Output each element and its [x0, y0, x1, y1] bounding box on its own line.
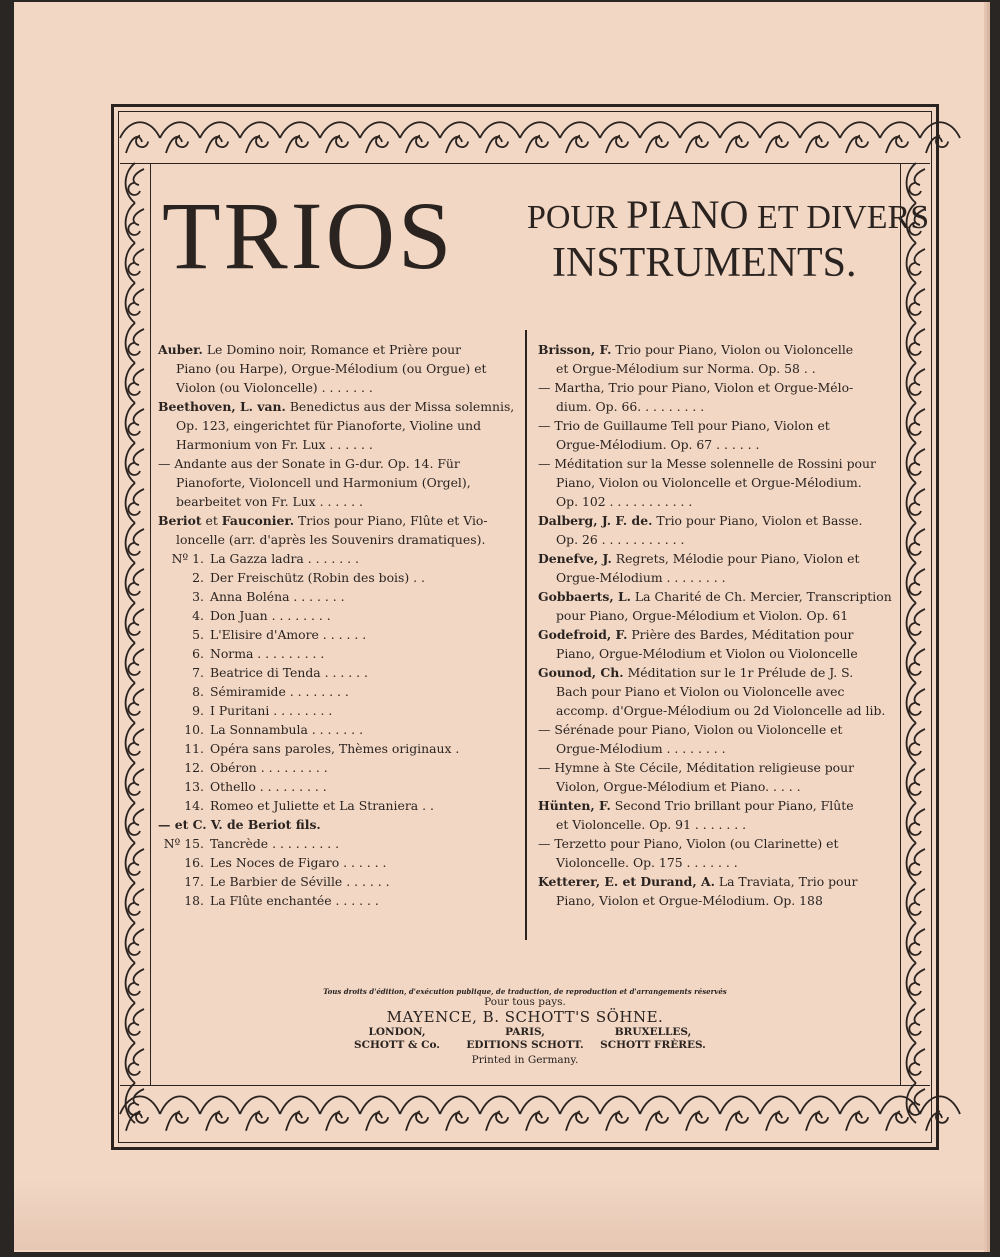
title-pour: POUR	[527, 199, 627, 236]
entry-text: Harmonium von Fr. Lux . . . . . .	[176, 437, 373, 452]
scroll-ornament	[560, 122, 600, 153]
item-title: Der Freischütz (Robin des bois) . .	[210, 570, 425, 585]
item-number: 6.	[192, 646, 204, 661]
entry-text: La Charité de Ch. Mercier, Transcription	[634, 589, 892, 604]
scroll-ornament	[320, 1096, 360, 1130]
left-column	[158, 340, 515, 910]
scroll-ornament	[126, 883, 144, 923]
item-title: Obéron . . . . . . . . .	[210, 760, 328, 775]
scroll-ornament	[560, 1096, 600, 1130]
entry-brisson	[538, 340, 860, 378]
composer-name: Denefve, J.	[538, 551, 612, 566]
scroll-ornament	[126, 643, 144, 683]
item-title: Opéra sans paroles, Thèmes originaux .	[210, 741, 460, 756]
title-instruments: INSTRUMENTS.	[552, 240, 857, 286]
entry-text: — Martha, Trio pour Piano, Violon et Orgue-Mélo-	[538, 380, 854, 395]
item-number: 13.	[184, 779, 204, 794]
scroll-ornament	[720, 122, 760, 153]
entry-text: bearbeitet von Fr. Lux . . . . . .	[176, 494, 363, 509]
list-item	[158, 891, 478, 910]
entry-text: — Sérénade pour Piano, Violon ou Violoncelle et	[538, 722, 843, 737]
scroll-ornament	[126, 683, 144, 723]
composer-name: Dalberg, J. F. de.	[538, 513, 653, 528]
scroll-ornament	[907, 643, 925, 683]
entry-andante	[158, 454, 478, 511]
entry-text: dium. Op. 66. . . . . . . . .	[556, 399, 705, 414]
entry-text: Piano, Violon ou Violoncelle et Orgue-Mélodium.	[556, 475, 862, 490]
list-item	[158, 663, 478, 682]
scroll-ornament	[126, 1043, 144, 1083]
scroll-ornament	[907, 563, 925, 603]
list-item	[158, 834, 478, 853]
entry-text: — Terzetto pour Piano, Violon (ou Clarinette) et	[538, 836, 839, 851]
entry-text: Piano, Orgue-Mélodium et Violon ou Violoncelle	[556, 646, 858, 661]
entry-text: accomp. d'Orgue-Mélodium ou 2d Violoncelle ad lib.	[556, 703, 886, 718]
scroll-ornament	[280, 122, 320, 153]
scroll-ornament	[126, 483, 144, 523]
scroll-ornament	[907, 803, 925, 843]
list-item	[158, 644, 478, 663]
scroll-ornament	[907, 323, 925, 363]
scroll-ornament	[907, 683, 925, 723]
composer-name: Brisson, F.	[538, 342, 612, 357]
scroll-ornament	[907, 483, 925, 523]
scroll-ornament	[126, 203, 144, 243]
scroll-ornament	[126, 763, 144, 803]
item-title: Le Barbier de Séville . . . . . .	[210, 874, 390, 889]
entry-beriot	[158, 511, 488, 549]
scroll-ornament	[126, 803, 144, 843]
title-subtitle-line1	[527, 192, 930, 237]
column-divider	[525, 330, 527, 940]
scroll-ornament	[126, 603, 144, 643]
list-item	[158, 625, 478, 644]
entry-ketterer	[538, 872, 860, 910]
entry-text: Prière des Bardes, Méditation pour	[631, 627, 854, 642]
scroll-ornament	[400, 122, 440, 153]
scroll-ornament	[640, 1096, 680, 1130]
list-item	[158, 796, 478, 815]
scroll-ornament	[800, 1096, 840, 1130]
item-number: 2.	[192, 570, 204, 585]
scroll-ornament	[440, 122, 480, 153]
entry-dalberg	[538, 511, 863, 549]
right-column	[538, 340, 892, 910]
scroll-ornament	[126, 563, 144, 603]
item-title: Anna Boléna . . . . . . .	[210, 589, 345, 604]
scroll-ornament	[520, 1096, 560, 1130]
scroll-ornament	[126, 243, 144, 283]
scroll-ornament	[907, 403, 925, 443]
item-number: 14.	[184, 798, 204, 813]
item-title: Romeo et Juliette et La Straniera . .	[210, 798, 434, 813]
entry-text: Orgue-Mélodium . . . . . . . .	[556, 570, 726, 585]
scroll-ornament	[907, 963, 925, 1003]
item-number: 18.	[184, 893, 204, 908]
scroll-ornament	[126, 283, 144, 323]
composer-name: Beriot	[158, 513, 202, 528]
entry-auber	[158, 340, 487, 397]
entry-text: Piano (ou Harpe), Orgue-Mélodium (ou Orgue) et	[176, 361, 487, 376]
item-number: 17.	[184, 874, 204, 889]
composer-name: — et C. V. de Beriot fils.	[158, 817, 321, 832]
scroll-ornament	[120, 122, 160, 153]
item-number: 10.	[184, 722, 204, 737]
composer-name: Gounod, Ch.	[538, 665, 624, 680]
scroll-ornament	[600, 122, 640, 153]
entry-text: Méditation sur le 1r Prélude de J. S.	[627, 665, 854, 680]
scroll-ornament	[907, 363, 925, 403]
city-bruxelles: BRUXELLES,	[614, 1026, 692, 1038]
item-title: Norma . . . . . . . . .	[210, 646, 325, 661]
scroll-ornament	[907, 1043, 925, 1083]
item-title: Les Noces de Figaro . . . . . .	[210, 855, 387, 870]
scroll-ornament	[680, 1096, 720, 1130]
entry-text: Orgue-Mélodium. Op. 67 . . . . . .	[556, 437, 760, 452]
scroll-ornament	[907, 443, 925, 483]
scroll-ornament	[240, 1096, 280, 1130]
list-item	[158, 682, 478, 701]
paper-bottom-edge	[14, 1180, 984, 1250]
entry-hymne	[538, 758, 860, 796]
scroll-ornament	[126, 403, 144, 443]
publisher-name: MAYENCE, B. SCHOTT'S SÖHNE.	[386, 1008, 664, 1026]
scroll-ornament	[760, 1096, 800, 1130]
list-item	[158, 872, 478, 891]
scroll-ornament	[907, 763, 925, 803]
item-number: 9.	[192, 703, 204, 718]
item-number: 16.	[184, 855, 204, 870]
entry-text: Trio pour Piano, Violon ou Violoncelle	[615, 342, 854, 357]
entry-text: Bach pour Piano et Violon ou Violoncelle avec	[556, 684, 845, 699]
item-number: 4.	[192, 608, 204, 623]
list-item	[158, 777, 478, 796]
composer-name: Auber.	[158, 342, 203, 357]
item-title: I Puritani . . . . . . . .	[210, 703, 333, 718]
item-number: 3.	[192, 589, 204, 604]
scroll-ornament	[907, 1003, 925, 1043]
entry-denefve	[538, 549, 860, 587]
entry-text: Trio pour Piano, Violon et Basse.	[656, 513, 863, 528]
scroll-ornament	[126, 843, 144, 883]
scroll-ornament	[360, 122, 400, 153]
entry-tell	[538, 416, 860, 454]
scroll-ornament	[480, 122, 520, 153]
scroll-ornament	[907, 723, 925, 763]
entry-text: — Andante aus der Sonate in G-dur. Op. 14. Für	[158, 456, 460, 471]
composer-name: Beethoven, L. van.	[158, 399, 286, 414]
top-ornament-band	[120, 113, 930, 164]
entry-text: — Hymne à Ste Cécile, Méditation religieuse pour	[538, 760, 855, 775]
item-title: Don Juan . . . . . . . .	[210, 608, 331, 623]
list-item	[158, 549, 478, 568]
scroll-ornament	[907, 603, 925, 643]
entry-text: Violoncelle. Op. 175 . . . . . . .	[556, 855, 738, 870]
entry-text: et	[201, 513, 222, 528]
entry-text: Op. 123, eingerichtet für Pianoforte, Violine und	[176, 418, 482, 433]
list-item	[158, 568, 478, 587]
entry-gounod	[538, 663, 886, 720]
item-title: Beatrice di Tenda . . . . . .	[210, 665, 368, 680]
entry-text: Violon, Orgue-Mélodium et Piano. . . . .	[556, 779, 801, 794]
list-item	[158, 853, 478, 872]
city-london: LONDON,	[368, 1026, 426, 1038]
list-item	[158, 587, 478, 606]
entry-text: Piano, Violon et Orgue-Mélodium. Op. 188	[556, 893, 823, 908]
house-london: SCHOTT & Co.	[354, 1039, 440, 1051]
scroll-ornament	[907, 283, 925, 323]
house-bruxelles: SCHOTT FRÈRES.	[600, 1039, 706, 1051]
scroll-ornament	[907, 523, 925, 563]
scroll-ornament	[160, 1096, 200, 1130]
scroll-ornament	[907, 883, 925, 923]
entry-text: Benedictus aus der Missa solemnis,	[289, 399, 515, 414]
entry-text: Le Domino noir, Romance et Prière pour	[206, 342, 462, 357]
entry-text: et Orgue-Mélodium sur Norma. Op. 58 . .	[556, 361, 816, 376]
item-title: Othello . . . . . . . . .	[210, 779, 327, 794]
composer-name: Ketterer, E. et Durand, A.	[538, 874, 715, 889]
scroll-ornament	[126, 923, 144, 963]
numbered-list-2	[158, 834, 478, 910]
bottom-ornament-band	[120, 1085, 930, 1142]
item-title: L'Elisire d'Amore . . . . . .	[210, 627, 367, 642]
entry-text: Second Trio brillant pour Piano, Flûte	[614, 798, 854, 813]
scroll-ornament	[520, 122, 560, 153]
scroll-ornament	[907, 843, 925, 883]
entry-terzetto	[538, 834, 860, 872]
entry-gobbaerts	[538, 587, 892, 625]
numbered-list	[158, 549, 478, 815]
publisher-houses	[150, 1039, 900, 1051]
scroll-ornament	[240, 122, 280, 153]
title-piano: PIANO	[626, 192, 749, 237]
publisher-cities	[150, 1026, 900, 1038]
scroll-ornament	[600, 1096, 640, 1130]
scroll-ornament	[840, 122, 880, 153]
scroll-ornament	[360, 1096, 400, 1130]
list-item	[158, 758, 478, 777]
scroll-ornament	[280, 1096, 320, 1130]
scroll-ornament	[480, 1096, 520, 1130]
entry-godefroid	[538, 625, 860, 663]
entry-text: La Traviata, Trio pour	[718, 874, 858, 889]
entry-meditation	[538, 454, 876, 511]
all-countries-note: Pour tous pays.	[484, 996, 566, 1008]
entry-hunten	[538, 796, 860, 834]
entry-text: Op. 102 . . . . . . . . . . .	[556, 494, 693, 509]
scroll-ornament	[907, 243, 925, 283]
left-ornament-band	[120, 163, 151, 1085]
scroll-ornament	[800, 122, 840, 153]
item-title: Tancrède . . . . . . . . .	[210, 836, 340, 851]
entry-text: pour Piano, Orgue-Mélodium et Violon. Op. 61	[556, 608, 849, 623]
scroll-ornament	[126, 163, 144, 203]
item-number: 8.	[192, 684, 204, 699]
house-paris: EDITIONS SCHOTT.	[466, 1039, 584, 1051]
item-number: 7.	[192, 665, 204, 680]
entry-text: Op. 26 . . . . . . . . . . .	[556, 532, 685, 547]
scroll-ornament	[126, 723, 144, 763]
item-title: La Gazza ladra . . . . . . .	[210, 551, 359, 566]
scroll-ornament	[160, 122, 200, 153]
list-item	[158, 739, 478, 758]
scroll-ornament	[440, 1096, 480, 1130]
city-paris: PARIS,	[505, 1026, 545, 1038]
composer-name: Godefroid, F.	[538, 627, 628, 642]
item-title: La Flûte enchantée . . . . . .	[210, 893, 379, 908]
entry-text: Pianoforte, Violoncell und Harmonium (Orgel),	[176, 475, 471, 490]
entry-text: Trios pour Piano, Flûte et Vio-	[298, 513, 488, 528]
scroll-ornament	[126, 1003, 144, 1043]
list-item	[158, 720, 478, 739]
scroll-ornament	[200, 122, 240, 153]
entry-text: Orgue-Mélodium . . . . . . . .	[556, 741, 726, 756]
entry-beethoven	[158, 397, 515, 454]
composer-name: Hünten, F.	[538, 798, 611, 813]
scroll-ornament	[126, 963, 144, 1003]
entry-serenade	[538, 720, 860, 758]
item-number: 11.	[184, 741, 204, 756]
list-item	[158, 606, 478, 625]
right-ornament-band	[900, 163, 931, 1085]
item-number: Nº 1.	[171, 551, 204, 566]
entry-text: Regrets, Mélodie pour Piano, Violon et	[615, 551, 860, 566]
item-title: Sémiramide . . . . . . . .	[210, 684, 349, 699]
composer-name: Gobbaerts, L.	[538, 589, 631, 604]
entry-text: Violon (ou Violoncelle) . . . . . . .	[176, 380, 373, 395]
scroll-ornament	[840, 1096, 880, 1130]
title-trios: TRIOS	[162, 182, 455, 289]
scroll-ornament	[880, 122, 920, 153]
scroll-ornament	[126, 443, 144, 483]
entry-text: et Violoncelle. Op. 91 . . . . . . .	[556, 817, 747, 832]
beriot-fils-heading	[158, 815, 478, 834]
scroll-ornament	[640, 122, 680, 153]
scroll-ornament	[200, 1096, 240, 1130]
scroll-ornament	[720, 1096, 760, 1130]
item-number: 5.	[192, 627, 204, 642]
scroll-ornament	[400, 1096, 440, 1130]
list-item	[158, 701, 478, 720]
entry-martha	[538, 378, 860, 416]
scroll-ornament	[907, 923, 925, 963]
item-title: La Sonnambula . . . . . . .	[210, 722, 364, 737]
entry-text: — Méditation sur la Messe solennelle de Rossini pour	[538, 456, 876, 471]
scroll-ornament	[126, 523, 144, 563]
entry-text: loncelle (arr. d'après les Souvenirs dramatiques).	[176, 532, 486, 547]
printed-in-note: Printed in Germany.	[471, 1054, 579, 1066]
scroll-ornament	[320, 122, 360, 153]
scroll-ornament	[126, 323, 144, 363]
item-number: 12.	[184, 760, 204, 775]
scroll-ornament	[126, 363, 144, 403]
scroll-ornament	[760, 122, 800, 153]
scroll-ornament	[680, 122, 720, 153]
composer-name: Fauconier.	[221, 513, 295, 528]
item-number: Nº 15.	[163, 836, 204, 851]
rights-notice: Tous droits d'édition, d'exécution publique, de traduction, de reproduction et d'arrangements réservés	[323, 987, 727, 996]
entry-text: — Trio de Guillaume Tell pour Piano, Violon et	[538, 418, 830, 433]
title-et-divers: ET DIVERS	[748, 199, 930, 236]
